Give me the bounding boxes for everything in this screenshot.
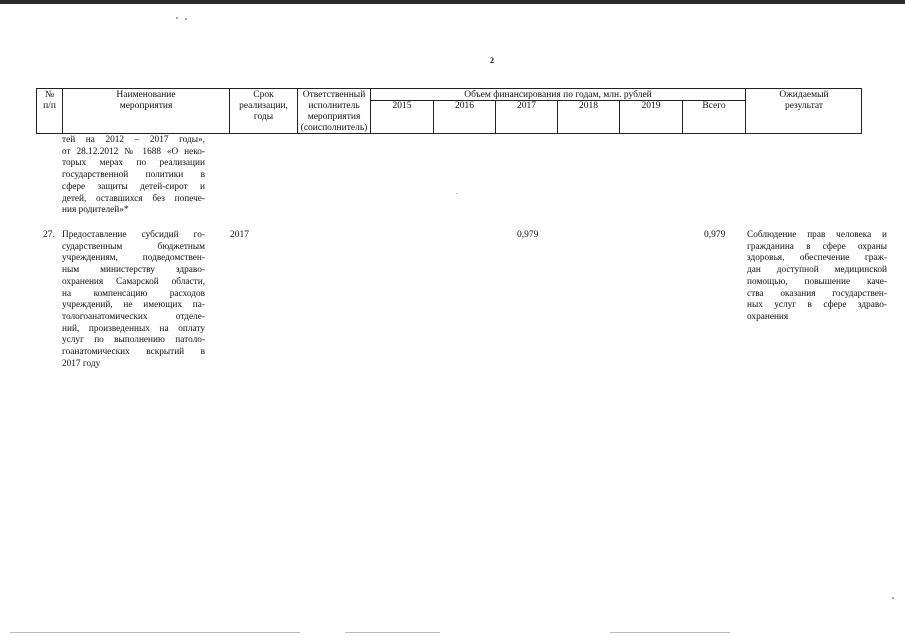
text-line: гражданина в сфере охраны bbox=[747, 241, 887, 252]
text-line: ства оказания государствен- bbox=[747, 288, 887, 299]
total-header: Всего bbox=[702, 101, 726, 111]
scan-bottom-edge bbox=[10, 632, 300, 633]
text-line: сударственным бюджетным bbox=[62, 241, 205, 252]
header-text-line: мероприятия bbox=[119, 101, 173, 111]
text-line: Предоставление субсидий го- bbox=[62, 230, 205, 240]
year-2015-header: 2015 bbox=[392, 101, 412, 111]
col-result-header bbox=[746, 90, 862, 112]
header-text-line: Наименование bbox=[116, 90, 176, 100]
year-2019-header: 2019 bbox=[641, 101, 661, 111]
text-line: 2017 году bbox=[62, 358, 101, 369]
text-line: государственной политики в bbox=[62, 170, 205, 181]
header-text-line: исполнитель bbox=[308, 101, 360, 111]
row-27-result-cell bbox=[747, 230, 887, 324]
text-line: дан доступной медицинской bbox=[747, 265, 887, 276]
text-line: на компенсацию расходов bbox=[62, 288, 205, 299]
col-num-header bbox=[37, 90, 62, 112]
text-line: Соблюдение прав человека и bbox=[747, 230, 887, 240]
row-27-total-value: 0,979 bbox=[704, 230, 726, 240]
year-2017-header: 2017 bbox=[517, 101, 536, 111]
text-line: учреждений, не имеющих па- bbox=[62, 300, 205, 311]
text-line: торых мерах по реализации bbox=[62, 158, 205, 169]
header-text-line: результат bbox=[784, 101, 824, 111]
text-line: охранения bbox=[747, 311, 789, 322]
text-line: сфере защиты детей-сирот и bbox=[62, 181, 205, 192]
text-line: от 28.12.2012 № 1688 «О неко- bbox=[62, 146, 205, 157]
text-line: гоанатомических вскрытий в bbox=[62, 347, 205, 358]
scan-speck bbox=[176, 17, 178, 19]
row-27-name-cell bbox=[62, 230, 205, 370]
row-27-2017-value: 0,979 bbox=[517, 230, 539, 240]
scan-speck bbox=[892, 597, 894, 599]
col-term-header bbox=[230, 90, 297, 123]
col-responsible-header bbox=[298, 90, 370, 134]
header-text-line: (соисполнитель) bbox=[300, 123, 368, 133]
header-text-line: Срок bbox=[253, 90, 274, 100]
text-line: тологоанатомических отделе- bbox=[62, 311, 205, 322]
scan-bottom-edge-mid bbox=[345, 632, 440, 633]
text-line: тей на 2012 – 2017 годы», bbox=[62, 135, 205, 145]
col-financing-header: Объем финансирования по годам, млн. рублей bbox=[464, 90, 652, 100]
text-line: ным министерству здраво- bbox=[62, 265, 205, 276]
scan-speck bbox=[185, 18, 187, 20]
text-line: охранения Самарской области, bbox=[62, 276, 205, 287]
row-27-term: 2017 bbox=[230, 230, 249, 240]
scan-bottom-edge-right bbox=[610, 632, 730, 633]
header-text-line: Ожидаемый bbox=[779, 90, 829, 100]
header-text-line: № bbox=[44, 90, 55, 100]
header-text-line: Ответственный bbox=[302, 90, 366, 100]
text-line: ний, произведенных на оплату bbox=[62, 323, 205, 334]
text-line: детей, оставшихся без попече- bbox=[62, 193, 205, 204]
text-line: услуг по выполнению патоло- bbox=[62, 335, 205, 346]
col-name-header bbox=[63, 90, 229, 112]
header-text-line: п/п bbox=[43, 101, 56, 111]
text-line: учреждениям, подведомствен- bbox=[62, 253, 205, 264]
header-text-line: реализации, bbox=[239, 101, 288, 111]
text-line: ния родителей»* bbox=[62, 205, 129, 216]
header-text-line: мероприятия bbox=[307, 112, 361, 122]
year-2018-header: 2018 bbox=[579, 101, 598, 111]
continuation-name-cell bbox=[62, 135, 205, 217]
text-line: ных услуг в сфере здраво- bbox=[747, 300, 887, 311]
text-line: помощью, повышение каче- bbox=[747, 276, 887, 287]
header-text-line: годы bbox=[253, 112, 274, 122]
row-27-number: 27. bbox=[43, 230, 55, 240]
table-header bbox=[36, 88, 862, 134]
year-2016-header: 2016 bbox=[455, 101, 474, 111]
page-number: 2 bbox=[490, 56, 494, 65]
text-line: здоровья, обеспечение граж- bbox=[747, 253, 887, 264]
scan-speck bbox=[456, 193, 457, 194]
scan-top-edge bbox=[0, 0, 905, 4]
